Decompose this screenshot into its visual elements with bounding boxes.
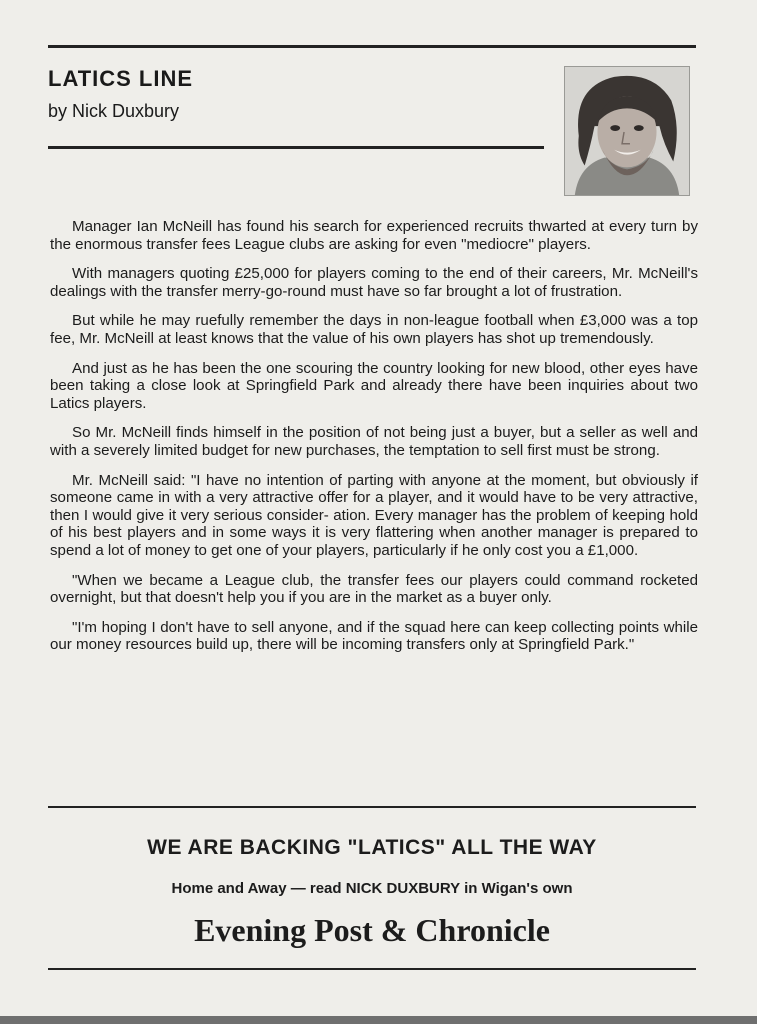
article-paragraph: Manager Ian McNeill has found his search for experienced recruits thwarted at every turn by the enormous transfer fees League clubs are asking for even "mediocre" players. [50,218,698,253]
footer-top-rule [48,806,696,808]
byline: by Nick Duxbury [48,101,180,121]
top-rule [48,45,696,48]
article-paragraph: With managers quoting £25,000 for players coming to the end of their careers, Mr. McNeill's dealings with the transfer merry-go-round must have so far brought a lot of frustration. [50,265,698,300]
article-body [50,218,698,666]
column-title: LATICS LINE [48,66,194,91]
advert-slogan: WE ARE BACKING "LATICS" ALL THE WAY [147,836,597,859]
article-paragraph: "When we became a League club, the transfer fees our players could command rocketed overnight, but that doesn't help you if you are in the market as a buyer only. [50,571,698,607]
article-paragraph: So Mr. McNeill finds himself in the position of not being just a buyer, but a seller as well and with a severely limited budget for new purchases, the temptation to sell first must be strong. [50,424,698,459]
advert-promo: Home and Away — read NICK DUXBURY in Wigan's own [171,880,573,897]
article-paragraph: But while he may ruefully remember the days in non-league football when £3,000 was a top fee, Mr. McNeill at least knows that the value of his own players has shot up tremendously. [50,312,698,347]
article-paragraph: Mr. McNeill said: "I have no intention of parting with anyone at the moment, but obviously if someone came in with a very attractive offer for a player, and it would have to be very attractive, then I would give it very serious consider- ation. Every manager has the problem of keeping hold of his best players and in some ways it is very flattering when another manager is prepared to spend a lot of money to get one of your players, particularly if he only cost you a £1,000. [50,471,698,559]
page-edge [0,1016,757,1024]
footer-bottom-rule [48,968,696,970]
author-portrait-icon [565,67,689,195]
article-paragraph: And just as he has been the one scouring the country looking for new blood, other eyes have been taking a close look at Springfield Park and already there have been inquiries about two Latics players. [50,359,698,412]
header-rule [48,146,544,149]
newspaper-name: Evening Post & Chronicle [194,912,550,948]
article-paragraph: "I'm hoping I don't have to sell anyone, and if the squad here can keep collecting points while our money resources build up, there will be incoming transfers only at Springfield Park." [50,618,698,654]
author-photo [564,66,690,196]
